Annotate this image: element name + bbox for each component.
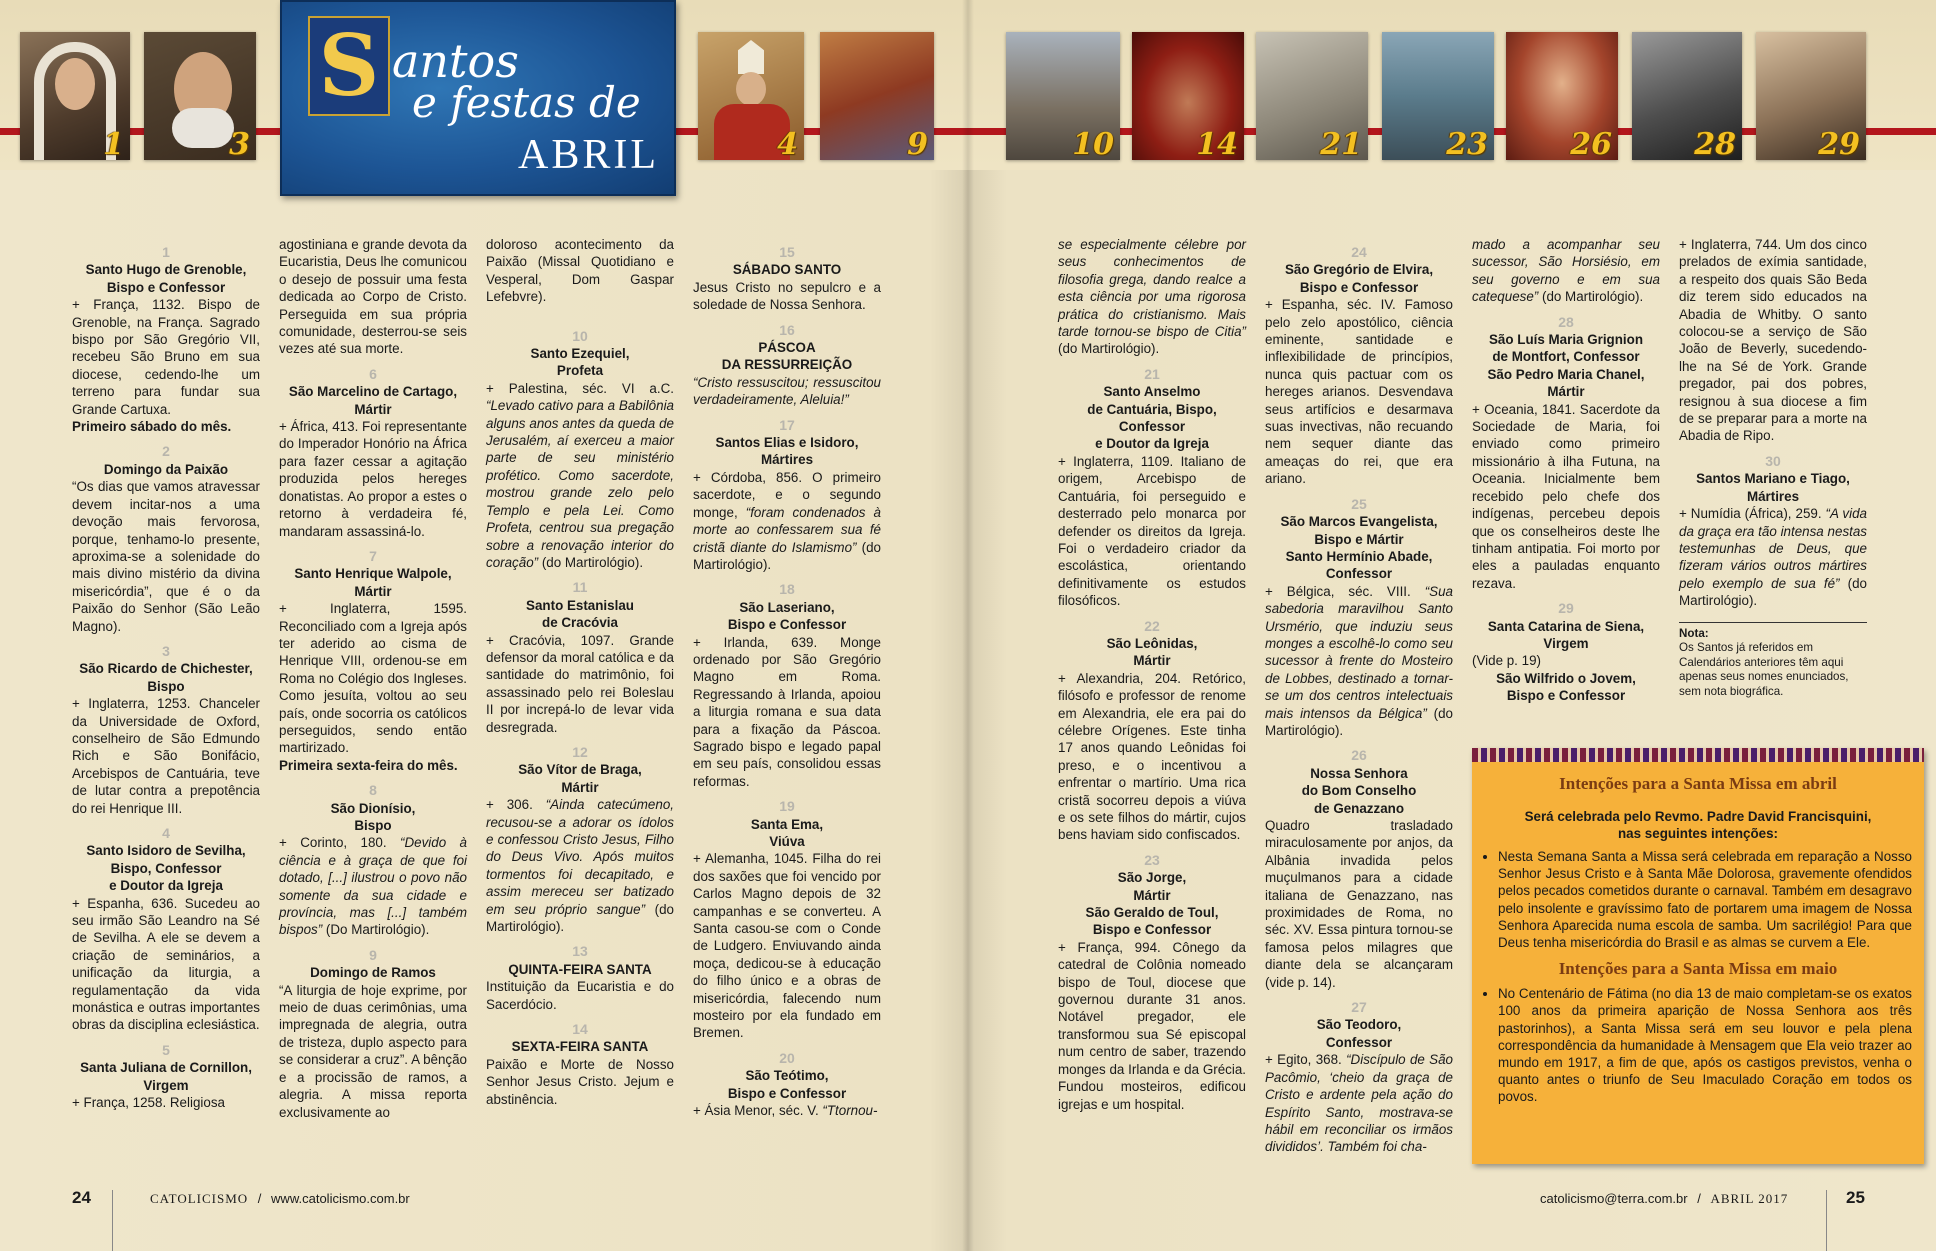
issue-date: ABRIL 2017	[1710, 1191, 1789, 1206]
saint-thumbnail-1	[20, 32, 130, 160]
saint-bio-continued	[1058, 236, 1246, 358]
footer-right	[1846, 1188, 1865, 1208]
saint-name: Santo Henrique Walpole,	[294, 566, 452, 582]
saint-bio-continued	[1472, 236, 1660, 306]
saint-name: de Cantuária, Bispo,	[1087, 401, 1217, 417]
day-number: 12	[572, 743, 588, 760]
day-number: 21	[1144, 365, 1160, 382]
day-number: 8	[369, 782, 377, 799]
saint-name: São Marcelino de Cartago,	[288, 384, 458, 400]
saint-bio	[1679, 505, 1867, 609]
bio-quote: “A vida da graça era tão intensa nestas testemunhas de Deus, que fizeram vários outros mártires pelo exemplo de sua fé”	[1679, 506, 1867, 591]
saint-thumbnail-14	[1132, 32, 1244, 160]
thumbnail-day-number: 9	[907, 127, 928, 160]
bio-quote: “Devido à ciência e à graça de que foi dotado, [...] ilustrou o povo não somente da sua cidade e província, mas [...] também bispos”	[279, 835, 467, 938]
bio-text: + Corinto, 180.	[279, 835, 400, 851]
footer-rule-left	[112, 1190, 113, 1251]
saint-title: Mártir	[1133, 887, 1171, 903]
ornamental-border	[1472, 748, 1924, 762]
day-number: 18	[779, 581, 795, 598]
saint-title: Mártires	[760, 452, 814, 468]
saint-bio: + Espanha, 636. Sucedeu ao seu irmão São Leandro na Sé de Sevilha. A ele se devem a criação de seminários, a unificação da liturgia, a regulamentação da vida monástica e outras importantes obras da disciplina eclesiástica.	[72, 895, 260, 1033]
day-number: 1	[162, 244, 170, 260]
thumbnail-day-number: 4	[777, 127, 798, 160]
saint-title: Bispo e Mártir	[1314, 531, 1404, 547]
bio-text: + Numídia (África), 259.	[1679, 506, 1826, 522]
calendar-column-3	[486, 236, 674, 1108]
saint-bio	[693, 1102, 881, 1119]
day-number: 4	[162, 825, 170, 841]
saint-name: São Vítor de Braga,	[518, 762, 642, 778]
saint-bio: + Inglaterra, 1109. Italiano de origem, Arcebispo de Cantuária, foi perseguido e desterrado pelo monarca por defender os direitos da Igreja. Foi o verdadeiro criador da escolástica, orientando definitivamente os estudos filosóficos.	[1058, 453, 1246, 609]
april-intentions-list	[1472, 848, 1924, 951]
saint-bio: + Oceania, 1841. Sacerdote da Sociedade de Maria, foi enviado como primeiro missionário à ilha Futuna, na Oceania. Inicialmente bem recebido pelo chefe dos indígenas, percebeu depois que os conselheiros deste lhe tinham antipatia. Foi morto por eles a pauladas enquanto rezava.	[1472, 401, 1660, 591]
saint-title: Confessor	[1118, 419, 1186, 435]
saint-title: Viúva	[769, 834, 805, 849]
saint-name: Santo Estanislau	[526, 597, 634, 613]
title-line-1: antos	[392, 34, 519, 88]
feast-text-continued: doloroso acontecimento da Paixão (Missal Quotidiano e Vesperal, Dom Gaspar Lefebvre).	[486, 237, 674, 305]
feast-name: DA RESSURREIÇÃO	[721, 357, 853, 373]
saint-title: Bispo, Confessor	[110, 860, 222, 876]
bio-source: (do Martirológio).	[1538, 289, 1644, 305]
day-number: 15	[779, 244, 795, 260]
day-number: 30	[1765, 452, 1781, 469]
brand-name: CATOLICISMO	[150, 1191, 249, 1206]
feast-text: Jesus Cristo no sepulcro e a soledade de Nossa Senhora.	[693, 279, 881, 313]
mass-intentions-box	[1472, 748, 1924, 1164]
bio-quote: “Ainda catecúmeno, recusou-se a adorar os ídolos e confessou Cristo Jesus, Filho do Deus Vivo. Após muitos tormentos foi decapitado, e assim mereceu ser batizado em seu próprio sangue”	[486, 797, 674, 917]
day-number: 13	[572, 943, 588, 960]
calendar-column-5	[1058, 236, 1246, 1113]
calendar-column-7	[1472, 236, 1660, 705]
day-number: 16	[779, 321, 795, 338]
thumbnail-day-number: 23	[1446, 127, 1488, 160]
day-number: 14	[572, 1021, 588, 1038]
saint-thumbnail-28	[1632, 32, 1742, 160]
saint-bio: + Inglaterra, 1253. Chanceler da Universidade de Oxford, conselheiro de São Edmundo Rich e São Bonifácio, Arcebispos de Cantuária, teve de lutar contra a prepotência do rei Henrique III.	[72, 696, 260, 816]
footer-left-brand	[150, 1191, 410, 1207]
bio-text: + Córdoba, 856. O primeiro sacerdote, e o segundo monge,	[693, 469, 881, 520]
day-number: 22	[1144, 617, 1160, 634]
bio-source: (do Martirológio).	[1679, 575, 1867, 609]
celebrant-line-2: nas seguintes intenções:	[1618, 826, 1778, 841]
feast-name: de Genazzano	[1313, 800, 1405, 816]
calendar-column-6	[1265, 236, 1453, 1156]
april-intention-item: • Nesta Semana Santa a Missa será celebrada em reparação a Nosso Senhor Jesus Cristo e à Santa Mãe Dolorosa, gravemente ofendidos pelos pecados cometidos durante o carnaval. Também em desagravo pelo insolente e gravíssimo fato de portarem uma imagem de Nossa Senhora Aparecida numa escola de samba. Um sacrilégio! Para que Deus tenha misericórdia do Brasil e as almas se curvem a Ele.	[1498, 848, 1912, 951]
bio-quote: “Discípulo de São Pacômio, ‘cheio da graça de Cristo e ardente pela ação do Espírito Santo, mostrava-se hábil em reconciliar os irmãos divididos’. Também foi cha-	[1265, 1052, 1453, 1155]
separator: /	[1697, 1191, 1701, 1206]
saint-title: Mártir	[354, 401, 392, 417]
page-fold	[962, 0, 974, 1251]
saint-thumbnail-4	[698, 32, 804, 160]
saint-bio: + Espanha, séc. IV. Famoso pelo zelo apostólico, ciência eminente, santidade e inflexibilidade de princípios, nunca quis pactuar com os hereges arianos. Desvendava seus artifícios e desarmava suas invectivas, não recuando nem sequer diante das ameaças do rei, que era ariano.	[1265, 297, 1453, 487]
thumbnail-day-number: 3	[229, 127, 250, 160]
saint-name: Santo Hugo de Grenoble,	[85, 262, 247, 278]
saint-title: Mártires	[1746, 488, 1800, 504]
feast-text: Instituição da Eucaristia e do Sacerdócio.	[486, 979, 674, 1012]
day-number: 3	[162, 642, 170, 659]
saint-title: Mártir	[1547, 384, 1585, 400]
saint-title: Bispo e Confessor	[727, 617, 847, 633]
thumbnail-day-number: 29	[1818, 127, 1860, 160]
saint-name: São Pedro Maria Chanel,	[1487, 366, 1645, 382]
saint-name: São Wilfrido o Jovem,	[1496, 670, 1636, 686]
saint-name: São Gregório de Elvira,	[1284, 262, 1434, 278]
saint-name: São Marcos Evangelista,	[1280, 514, 1438, 530]
separator: /	[257, 1191, 262, 1206]
saint-thumbnail-10	[1006, 32, 1120, 160]
saint-bio-continued: + Inglaterra, 744. Um dos cinco prelados de exímia santidade, a respeito dos quais São Beda diz terem sido educados na Abadia de Whitby. O santo colocou-se a serviço de São João de Beverly, sucedendo-lhe na Sé de York. Grande pregador, pai dos pobres, resignou à sua diocese a fim de se preparar para a morte na Abadia de Ripo.	[1679, 237, 1867, 444]
calendar-column-8	[1679, 236, 1867, 700]
portrait-face	[736, 72, 766, 106]
thumbnail-day-number: 26	[1570, 127, 1612, 160]
saint-bio	[693, 469, 881, 573]
bio-text: + Egito, 368.	[1265, 1052, 1347, 1068]
saint-name: Santo Isidoro de Sevilha,	[86, 843, 246, 859]
day-number: 17	[779, 416, 795, 433]
saint-title: Bispo	[354, 818, 392, 833]
saint-title: Bispo e Confessor	[727, 1085, 847, 1101]
observance-note: Primeiro sábado do mês.	[72, 419, 232, 435]
saint-bio: + Inglaterra, 1595. Reconciliado com a Igreja após ter aderido ao cisma de Henrique VIII, ordenou-se em Roma no Colégio dos Ingleses. Como jesuíta, voltou ao seu país, onde socorria os católicos perseguidos, sendo então martirizado.	[279, 601, 467, 756]
feast-name: QUINTA-FEIRA SANTA	[508, 961, 652, 977]
may-intention-item: • No Centenário de Fátima (no dia 13 de maio completam-se os exatos 100 anos da primeira aparição de Nossa Senhora aos três pastorinhos), a Santa Missa será em seu louvor e pela plena correspondência da humanidade à Mensagem que Ela veio trazer ao mundo em 1917, a fim de que, após os castigos previstos, venha o quanto antes o triunfo de Seu Imaculado Coração em todos os povos.	[1498, 985, 1912, 1105]
calendar-column-4	[693, 236, 881, 1120]
bio-source: (do Martirológio).	[538, 554, 644, 570]
footer-rule-right	[1826, 1190, 1827, 1251]
day-number: 9	[369, 946, 377, 963]
saint-thumbnail-23	[1382, 32, 1494, 160]
day-number: 27	[1351, 999, 1367, 1016]
saint-bio: + França, 1132. Bispo de Grenoble, na França. Sagrado bispo por São Gregório VII, recebeu São Bruno em sua diocese, cedendo-lhe um terreno para fundar sua Grande Cartuxa.	[72, 297, 260, 417]
calendar-column-2	[279, 236, 467, 1121]
saint-name: São Teodoro,	[1316, 1017, 1402, 1033]
thumbnail-day-number: 14	[1196, 127, 1238, 160]
celebrant-line-1: Será celebrada pelo Revmo. Padre David Francisquini,	[1524, 809, 1872, 824]
feast-name: SEXTA-FEIRA SANTA	[511, 1039, 649, 1055]
saint-title: Confessor	[1325, 566, 1393, 582]
saint-name: Santo Anselmo	[1103, 384, 1201, 400]
feast-name: SÁBADO SANTO	[732, 262, 842, 278]
bio-quote: “Sua sabedoria maravilhou Santo Ursmério, que induziu seus monges a escolhê-lo como seu sucessor à frente do Mosteiro de Lobbes, destinado a tornar-se um dos centros intelectuais mais intensos da Bélgica”	[1265, 583, 1453, 721]
portrait-mitre	[738, 40, 764, 74]
day-number: 11	[572, 579, 588, 596]
saint-title: e Doutor da Igreja	[109, 878, 223, 894]
website-link[interactable]: www.catolicismo.com.br	[271, 1191, 410, 1206]
saint-title: Virgem	[1543, 635, 1589, 651]
day-number: 5	[162, 1041, 170, 1058]
saint-title: Bispo	[147, 678, 185, 694]
note-heading: Nota:	[1679, 626, 1709, 640]
saint-name: Santo Hermínio Abade,	[1285, 548, 1433, 564]
note-box	[1679, 622, 1867, 700]
saint-title: Bispo e Confessor	[1506, 688, 1626, 704]
day-number: 29	[1558, 600, 1574, 617]
feast-text: “Os dias que vamos atravessar devem incitar-nos a uma devoção mais fervorosa, porque, tenhamo-lo presente, aproxima-se a solenidade do mais divino mistério da divina misericórdia”, que é o da Paixão do Senhor (São Leão Magno).	[72, 479, 260, 634]
note-text: Os Santos já referidos em Calendários anteriores têm aqui apenas seus nomes enunciados, sem nota biográfica.	[1679, 641, 1849, 698]
bio-source: (do Martirológio).	[486, 901, 674, 935]
saint-bio: + Cracóvia, 1097. Grande defensor da moral católica e da santidade do matrimônio, foi assassinado pelo rei Boleslau II por increpá-lo de levar vida desregrada.	[486, 632, 674, 735]
saint-bio	[1265, 1051, 1453, 1155]
saint-name: São Geraldo de Toul,	[1085, 905, 1219, 921]
bio-quote: “Levado cativo para a Babilônia alguns anos antes da queda de Jerusalém, aí exerceu a maior parte de seu ministério profético. Como sacerdote, mostrou grande zelo pelo Templo e pela Lei. Como Profeta, centrou sua pregação sobre a renovação interior do coração”	[486, 398, 674, 570]
illuminated-initial: S	[308, 16, 390, 116]
saint-bio: + Irlanda, 639. Monge ordenado por São Gregório Magno em Roma. Regressando à Irlanda, apoiou a liturgia romana e sua data para a fixação da Páscoa. Sagrado bispo e legado papal em seu país, consolidou essas reformas.	[693, 634, 881, 789]
day-number: 7	[369, 547, 377, 564]
saint-title: e Doutor da Igreja	[1095, 436, 1209, 452]
bio-source: (do Martirológio).	[693, 539, 881, 572]
saint-title: Virgem	[143, 1077, 189, 1093]
saint-name: Santos Elias e Isidoro,	[715, 435, 859, 451]
saint-name: de Montfort, Confessor	[1492, 349, 1640, 365]
may-intentions-list	[1472, 985, 1924, 1105]
saint-name: Santos Mariano e Tiago,	[1696, 471, 1850, 487]
feast-text: “A liturgia de hoje exprime, por meio de duas cerimônias, uma impregnada de alegria, outra de tristeza, duplo aspecto para se considerar a cruz”. A bênção e a procissão de ramos, a alegria. A missa reporta exclusivamente ao	[279, 982, 467, 1120]
calendar-column-1	[72, 236, 260, 1112]
bio-text: + Bélgica, séc. VIII.	[1265, 583, 1425, 599]
saint-name: Santa Catarina de Siena,	[1487, 618, 1645, 634]
page-number-left: 24	[72, 1188, 91, 1207]
saint-name: São Ricardo de Chichester,	[79, 661, 253, 677]
thumbnail-day-number: 1	[103, 127, 124, 160]
saint-thumbnail-21	[1256, 32, 1368, 160]
saint-title: Mártir	[561, 779, 599, 795]
bio-source: (Do Martirológio).	[322, 922, 430, 938]
day-number: 19	[779, 798, 795, 815]
saint-thumbnail-26	[1506, 32, 1618, 160]
thumbnail-day-number: 28	[1694, 127, 1736, 160]
saint-name: São Laseriano,	[739, 599, 835, 615]
saint-bio: + Alemanha, 1045. Filha do rei dos saxões que foi vencido por Carlos Magno depois de 32 campanhas e se converteu. A Santa casou-se com o Conde de Ludgero. Enviuvando ainda moça, dedicou-se à educação do filho único e a obras de misericórdia, falecendo num mosteiro por ela fundado em Bremen.	[693, 851, 881, 1041]
bio-quote: “Ttornou-	[822, 1103, 878, 1119]
saint-title: Bispo e Confessor	[1092, 922, 1212, 938]
saint-name: Santo Ezequiel,	[530, 346, 630, 362]
section-title-box	[280, 0, 676, 196]
title-line-2: e festas de	[412, 78, 641, 127]
april-intentions-title: Intenções para a Santa Missa em abril	[1559, 774, 1837, 793]
feast-text: Paixão e Morte de Nosso Senhor Jesus Cristo. Jejum e abstinência.	[486, 1056, 674, 1107]
bio-text: + Ásia Menor, séc. V.	[693, 1103, 823, 1119]
saint-title: Confessor	[1325, 1034, 1393, 1050]
day-number: 20	[779, 1049, 795, 1066]
saint-bio-continued: agostiniana e grande devota da Eucaristia, Deus lhe comunicou o desejo de possuir uma festa dedicada ao Corpo de Cristo. Perseguida em sua própria comunidade, desterrou-se seis vezes até sua morte.	[279, 237, 467, 357]
saint-bio	[279, 834, 467, 938]
footer-left	[72, 1188, 91, 1208]
email-link[interactable]: catolicismo@terra.com.br	[1540, 1191, 1688, 1206]
saint-thumbnail-9	[820, 32, 934, 160]
saint-thumbnail-3	[144, 32, 256, 160]
saint-thumbnail-29	[1756, 32, 1866, 160]
saint-name: São Luís Maria Grignion	[1488, 332, 1643, 348]
day-number: 10	[572, 327, 588, 344]
bio-text: + 306.	[486, 797, 546, 813]
bio-quote: “foram condenados à morte ao confessarem sua fé cristã diante do Islamismo”	[693, 504, 882, 555]
saint-name: São Jorge,	[1117, 870, 1187, 886]
feast-name: Domingo da Paixão	[103, 461, 229, 477]
may-intentions-title: Intenções para a Santa Missa em maio	[1558, 959, 1838, 979]
saint-title: Bispo e Confessor	[106, 279, 226, 295]
saint-bio	[1265, 583, 1453, 740]
saint-bio	[486, 796, 674, 935]
footer-right-info	[1540, 1191, 1788, 1207]
page-number-right: 25	[1846, 1188, 1865, 1207]
bio-quote: se especialmente célebre por seus conhecimentos de filosofia grega, dando realce a esta ciência por uma rigorosa prática do cristianismo. Mais tarde tornou-se bispo de Citia”	[1058, 237, 1246, 340]
bio-quote: mado a acompanhar seu sucessor, São Horsiésio, em seu governo e em sua catequese”	[1472, 237, 1660, 305]
saint-name: Santa Juliana de Cornillon,	[80, 1060, 252, 1076]
saint-bio: + França, 1258. Religiosa	[72, 1095, 225, 1111]
saint-name: Santa Ema,	[750, 816, 824, 832]
saint-title: Mártir	[1133, 653, 1171, 669]
spacer	[486, 306, 674, 320]
day-number: 6	[369, 365, 377, 382]
day-number: 25	[1351, 495, 1367, 512]
saint-name: São Leônidas,	[1106, 635, 1198, 651]
portrait-beard	[172, 108, 234, 148]
saint-title: Bispo e Confessor	[1299, 279, 1419, 295]
bio-source: (do Martirológio).	[1058, 341, 1160, 357]
title-month: ABRIL	[518, 132, 659, 178]
feast-text: “Cristo ressuscitou; ressuscitou verdadeiramente, Aleluia!”	[693, 374, 881, 408]
saint-name: São Teótimo,	[745, 1068, 829, 1084]
thumbnail-day-number: 10	[1072, 127, 1114, 160]
day-number: 24	[1351, 244, 1367, 260]
saint-bio: + África, 413. Foi representante do Imperador Honório na África para fazer cessar a agitação produzida pelos hereges donatistas. Ao propor a estes o retorno à verdadeira fé, mandaram assassiná-lo.	[279, 419, 467, 539]
feast-text: Quadro trasladado miraculosamente por anjos, da Albânia invadida pelos muçulmanos para a cidade italiana de Genazzano, nas proximidades de Roma, no séc. XV. Essa pintura tornou-se famosa pelos milagres que diante dela se alcançaram (vide p. 14).	[1265, 818, 1453, 990]
day-number: 28	[1558, 313, 1574, 330]
saint-title: Profeta	[556, 363, 604, 379]
feast-name: Domingo de Ramos	[310, 965, 436, 981]
saint-bio: + França, 994. Cônego da catedral de Colônia nomeado bispo de Toul, diocese que governou durante 31 anos. Notável pregador, ele transformou sua Sé episcopal num centro de saber, trazendo monges da Irlanda e da Grécia. Fundou mosteiros, edificou igrejas e um hospital.	[1058, 939, 1246, 1112]
thumbnail-day-number: 21	[1320, 127, 1362, 160]
bio-text: + Palestina, séc. VI a.C.	[486, 380, 674, 396]
bio-source: (do Martirológio).	[1265, 705, 1453, 738]
day-number: 26	[1351, 747, 1367, 764]
feast-name: PÁSCOA	[758, 340, 816, 356]
saint-name: São Dionísio,	[330, 800, 416, 816]
day-number: 23	[1144, 851, 1160, 868]
saint-title: Mártir	[354, 583, 392, 599]
page-reference: (Vide p. 19)	[1472, 653, 1541, 669]
saint-bio: + Alexandria, 204. Retórico, filósofo e professor de renome em Alexandria, ele era pai do célebre Orígenes. Este tinha 17 anos quando Leônidas foi preso, e o incentivou a enfrentar o martírio. Uma rica cristã socorreu depois a viúva e os sete filhos do mártir, cujos bens haviam sido confiscados.	[1058, 670, 1246, 843]
saint-bio	[486, 380, 674, 571]
day-number: 2	[162, 443, 170, 460]
feast-name: do Bom Conselho	[1301, 783, 1417, 799]
observance-note: Primeira sexta-feira do mês.	[279, 757, 458, 773]
saint-title: de Cracóvia	[542, 615, 618, 631]
feast-name: Nossa Senhora	[1310, 765, 1408, 781]
